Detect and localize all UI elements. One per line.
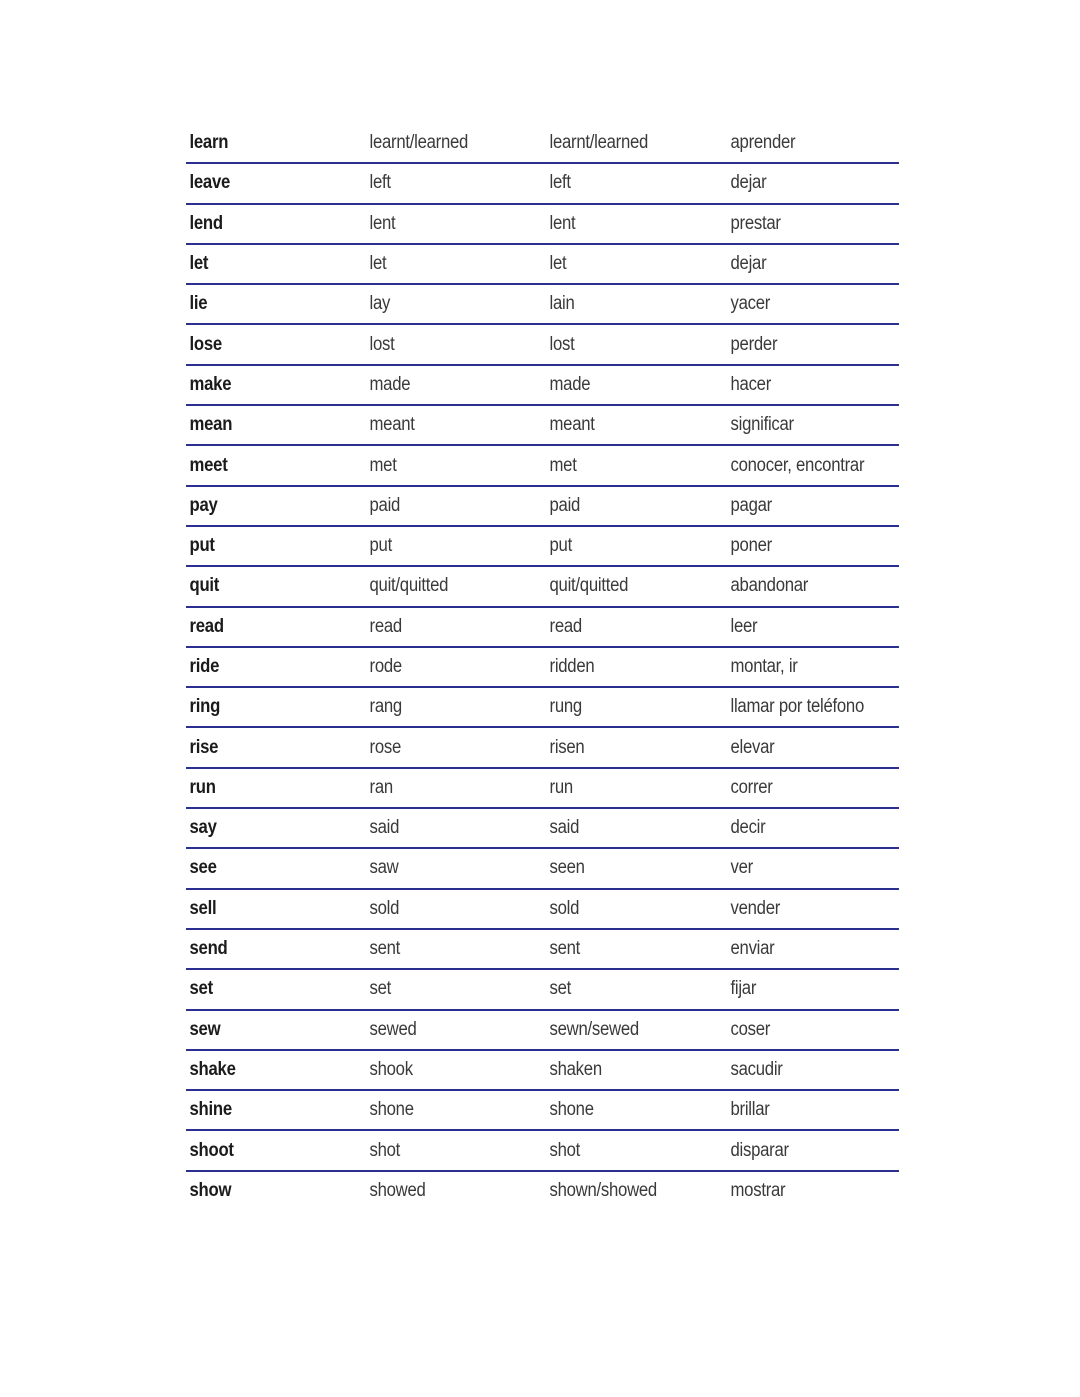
table-row <box>186 124 899 164</box>
verb-past-participle: left <box>549 172 572 194</box>
verb-past-simple: sewed <box>369 1018 417 1040</box>
verb-past-participle: seen <box>549 857 586 879</box>
table-row <box>186 406 899 446</box>
verb-past-simple: lay <box>369 293 391 315</box>
table-row <box>186 769 899 809</box>
verb-past-simple: left <box>369 172 392 194</box>
verb-translation: decir <box>730 817 766 839</box>
verb-translation: prestar <box>730 212 781 234</box>
verb-translation: correr <box>730 776 773 798</box>
table-row <box>186 849 899 889</box>
verb-base-form: sew <box>189 1018 221 1040</box>
verb-translation: montar, ir <box>730 656 798 677</box>
verb-base-form: send <box>189 938 228 960</box>
table-row <box>186 446 899 486</box>
table-row <box>186 1091 899 1131</box>
verb-past-simple: rode <box>369 656 403 677</box>
verb-past-participle: meant <box>549 414 596 436</box>
verb-base-form: ring <box>189 696 221 718</box>
verb-base-form: read <box>189 615 224 637</box>
verb-past-participle: rung <box>549 696 583 718</box>
table-row <box>186 648 899 688</box>
verb-translation: perder <box>730 333 777 355</box>
verb-translation: enviar <box>730 938 775 960</box>
verb-base-form: lose <box>189 333 222 355</box>
verb-past-simple: lent <box>369 212 396 234</box>
verb-past-participle: sewn/sewed <box>549 1018 640 1040</box>
table-row <box>186 527 899 567</box>
verb-past-simple: let <box>369 253 387 275</box>
verb-past-participle: let <box>549 253 567 275</box>
verb-past-simple: shook <box>369 1058 414 1080</box>
verb-past-simple: made <box>369 373 411 395</box>
verb-past-participle: lost <box>549 333 575 355</box>
table-row <box>186 245 899 285</box>
verb-translation: dejar <box>730 253 767 275</box>
verb-base-form: pay <box>189 494 218 516</box>
verb-past-simple: quit/quitted <box>369 575 449 597</box>
verb-past-simple: ran <box>369 776 394 798</box>
verb-base-form: make <box>189 373 232 395</box>
verb-base-form: leave <box>189 172 231 194</box>
verb-past-simple: saw <box>369 857 399 879</box>
table-row <box>186 728 899 768</box>
verb-past-simple: learnt/learned <box>369 132 469 154</box>
verb-translation: sacudir <box>730 1058 783 1080</box>
verb-base-form: put <box>189 535 215 557</box>
verb-translation: poner <box>730 535 772 557</box>
verb-translation: abandonar <box>730 575 808 597</box>
verb-past-simple: put <box>369 535 393 557</box>
verb-base-form: mean <box>189 414 233 436</box>
verb-base-form: let <box>189 253 209 275</box>
verb-past-simple: lost <box>369 333 395 355</box>
table-row <box>186 325 899 365</box>
verb-translation: dejar <box>730 172 767 194</box>
verb-translation: hacer <box>730 373 771 395</box>
verb-translation: coser <box>730 1018 770 1040</box>
table-row <box>186 164 899 204</box>
table-row <box>186 1172 899 1210</box>
verb-past-participle: sent <box>549 938 581 960</box>
verb-translation: brillar <box>730 1099 770 1121</box>
verb-base-form: sell <box>189 897 217 919</box>
verb-base-form: set <box>189 978 213 1000</box>
verb-past-participle: run <box>549 776 574 798</box>
verb-past-simple: sent <box>369 938 401 960</box>
verb-past-simple: rose <box>369 736 402 758</box>
verb-translation: yacer <box>730 293 770 315</box>
verb-translation: aprender <box>730 132 796 154</box>
table-row <box>186 809 899 849</box>
verb-base-form: run <box>189 776 216 798</box>
verb-past-participle: shown/showed <box>549 1179 658 1201</box>
verb-past-participle: lent <box>549 212 576 234</box>
verb-base-form: shake <box>189 1058 236 1080</box>
verb-past-simple: sold <box>369 897 400 919</box>
irregular-verbs-table <box>186 124 899 1210</box>
table-row <box>186 487 899 527</box>
verb-base-form: shoot <box>189 1139 234 1161</box>
verb-past-simple: paid <box>369 494 401 516</box>
table-row <box>186 567 899 607</box>
verb-past-participle: met <box>549 454 578 476</box>
table-row <box>186 205 899 245</box>
verb-past-participle: sold <box>549 897 580 919</box>
table-row <box>186 1131 899 1171</box>
verb-base-form: quit <box>189 575 220 597</box>
verb-translation: leer <box>730 615 758 637</box>
verb-past-participle: ridden <box>549 656 595 677</box>
table-row <box>186 366 899 406</box>
verb-translation: llamar por teléfono <box>730 696 864 718</box>
verb-translation: vender <box>730 897 780 919</box>
verb-past-simple: set <box>369 978 392 1000</box>
verb-past-participle: paid <box>549 494 581 516</box>
table-row <box>186 608 899 648</box>
verb-past-participle: read <box>549 615 583 637</box>
verb-past-simple: rang <box>369 696 403 718</box>
verb-base-form: learn <box>189 132 229 154</box>
verb-translation: disparar <box>730 1139 789 1161</box>
verb-base-form: say <box>189 817 217 839</box>
verb-base-form: rise <box>189 736 219 758</box>
verb-past-participle: learnt/learned <box>549 132 649 154</box>
verb-past-simple: said <box>369 817 400 839</box>
verb-translation: fijar <box>730 978 756 1000</box>
verb-past-participle: set <box>549 978 572 1000</box>
verb-past-participle: put <box>549 535 573 557</box>
verb-past-participle: shone <box>549 1099 595 1121</box>
verb-past-participle: made <box>549 373 591 395</box>
verb-past-participle: said <box>549 817 580 839</box>
table-row <box>186 1011 899 1051</box>
verb-translation: mostrar <box>730 1179 786 1201</box>
verb-past-simple: shot <box>369 1139 401 1161</box>
verb-past-simple: meant <box>369 414 415 436</box>
verb-base-form: shine <box>189 1099 232 1121</box>
verb-translation: elevar <box>730 736 775 758</box>
verb-translation: conocer, encontrar <box>730 454 864 476</box>
table-row <box>186 970 899 1010</box>
table-row <box>186 285 899 325</box>
verb-base-form: ride <box>189 656 220 677</box>
table-row <box>186 890 899 930</box>
verb-past-participle: shaken <box>549 1058 603 1080</box>
verb-translation: ver <box>730 857 753 879</box>
verb-translation: pagar <box>730 494 772 516</box>
verb-translation: significar <box>730 414 794 436</box>
verb-base-form: see <box>189 857 217 879</box>
verb-past-simple: met <box>369 454 397 476</box>
table-row <box>186 688 899 728</box>
verb-past-simple: showed <box>369 1179 426 1201</box>
verb-base-form: show <box>189 1179 232 1201</box>
table-row <box>186 1051 899 1091</box>
verb-past-simple: shone <box>369 1099 415 1121</box>
verb-past-simple: read <box>369 615 403 637</box>
table-row <box>186 930 899 970</box>
verb-base-form: lie <box>189 293 208 315</box>
verb-past-participle: risen <box>549 736 585 758</box>
verb-past-participle: lain <box>549 293 575 315</box>
verb-base-form: lend <box>189 212 223 234</box>
verb-base-form: meet <box>189 454 228 476</box>
verb-past-participle: quit/quitted <box>549 575 629 597</box>
verb-past-participle: shot <box>549 1139 581 1161</box>
